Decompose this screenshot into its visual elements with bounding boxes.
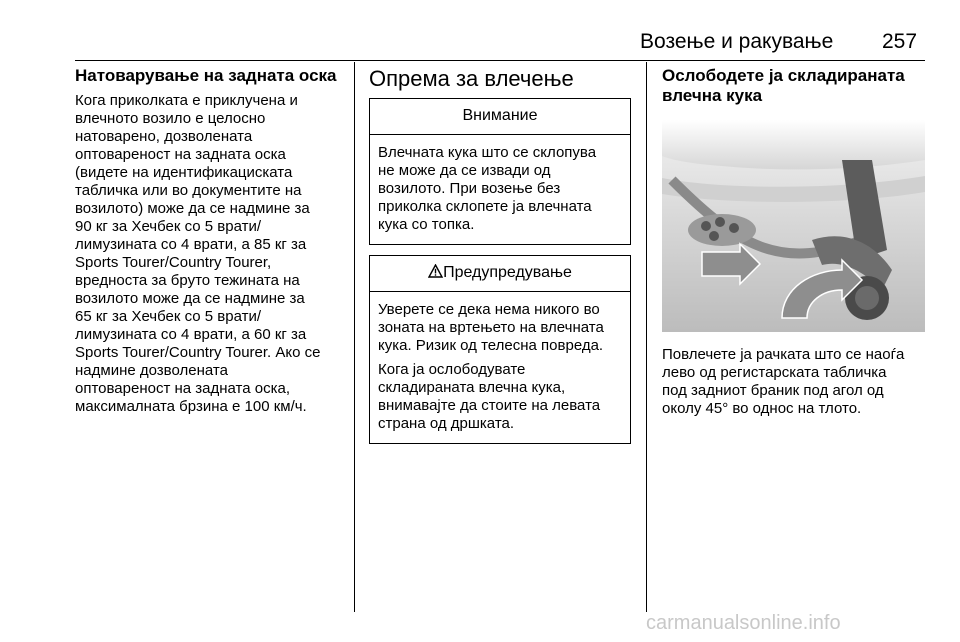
text-line: Повлечете ја рачката што се наоѓа <box>662 346 905 363</box>
text-line: Sports Tourer/Country Tourer, <box>75 254 272 271</box>
text-line: Sports Tourer/Country Tourer. Ако се <box>75 344 321 361</box>
release-hook-text <box>662 346 925 418</box>
rear-axle-text <box>75 92 350 416</box>
notice-box <box>369 98 631 245</box>
text-line: Ослободете ја складираната <box>662 66 905 85</box>
text-line: (видете на идентификациската <box>75 164 293 181</box>
page-number: 257 <box>882 30 918 53</box>
text-line: околу 45° во однос на тлото. <box>662 400 862 417</box>
text-line: лево од регистарската табличка <box>662 364 887 381</box>
notice-text <box>378 144 622 234</box>
towing-equipment-heading: Опрема за влечење <box>369 66 574 91</box>
text-line: натоварено, дозволената <box>75 128 253 145</box>
text-line: 90 кг за Хечбек со 5 врати/ <box>75 218 262 235</box>
rear-axle-section <box>75 66 350 416</box>
text-line: Влечната кука што се склопува <box>378 144 597 161</box>
text-line: лимузината со 4 врати, а 85 кг за <box>75 236 307 253</box>
warning-text <box>378 301 622 355</box>
text-line: Кога приколката е приклучена и <box>75 92 298 109</box>
text-line: табличка или во документите на <box>75 182 302 199</box>
text-line: вредноста за бруто тежината на <box>75 272 300 289</box>
watermark: carmanualsonline.info <box>646 612 841 634</box>
towing-equipment-section <box>369 66 631 454</box>
text-line: кука. Ризик од телесна повреда. <box>378 337 604 354</box>
text-line: складираната влечна кука, <box>378 379 566 396</box>
tow-hook-photo <box>662 120 925 332</box>
text-line: надмине дозволената <box>75 362 228 379</box>
text-line: лимузината со 4 врати, а 60 кг за <box>75 326 307 343</box>
text-line: возилото може да се надмине за <box>75 290 305 307</box>
text-line: зоната на вртењето на влечната <box>378 319 604 336</box>
header-title: Возење и ракување <box>640 30 834 53</box>
text-line: возилото) може да се надмине за <box>75 200 310 217</box>
text-line: влечна кука <box>662 86 763 105</box>
text-line: приколка склопете ја влечната <box>378 198 592 215</box>
text-line: Кога ја ослободувате <box>378 361 526 378</box>
notice-title: Внимание <box>370 99 630 135</box>
text-line: Уверете се дека нема никого во <box>378 301 600 318</box>
text-line: оптовареност на задната оска, <box>75 380 291 397</box>
text-line: страна од дршката. <box>378 415 515 432</box>
release-hook-section <box>662 66 925 418</box>
column-divider <box>354 62 355 612</box>
header-rule <box>75 60 925 61</box>
warning-header <box>370 256 630 292</box>
text-line: кука со топка. <box>378 216 475 233</box>
warning-triangle-icon <box>428 264 443 278</box>
rear-axle-heading: Натоварување на задната оска <box>75 66 337 85</box>
text-line: возилото. При возење без <box>378 180 561 197</box>
text-line: внимавајте да стоите на левата <box>378 397 601 414</box>
column-divider <box>646 62 647 612</box>
text-line: оптовареност на задната оска <box>75 146 286 163</box>
release-hook-heading <box>662 66 925 106</box>
warning-title: Предупредување <box>443 264 572 281</box>
warning-text <box>378 361 622 433</box>
text-line: влечното возило е целосно <box>75 110 266 127</box>
text-line: под задниот браник под агол од <box>662 382 884 399</box>
warning-box <box>369 255 631 444</box>
text-line: не може да се извади од <box>378 162 551 179</box>
text-line: 65 кг за Хечбек со 5 врати/ <box>75 308 262 325</box>
text-line: максималната брзина е 100 км/ч. <box>75 398 307 415</box>
